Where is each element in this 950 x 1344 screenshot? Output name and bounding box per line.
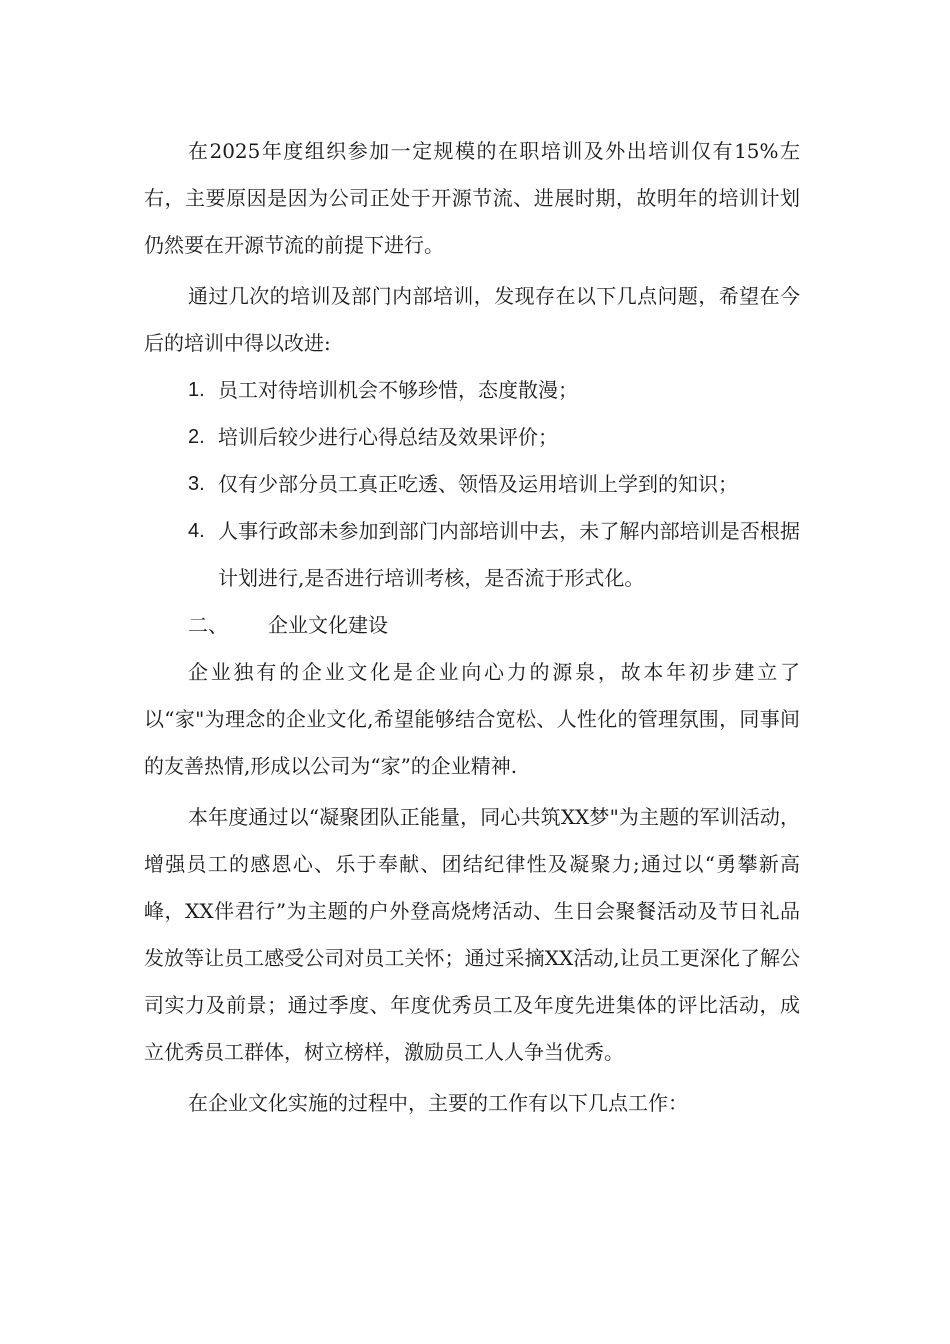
list-item-number: 2. <box>188 426 205 448</box>
list-item <box>144 367 800 414</box>
paragraph-culture-activities: 本年度通过以“凝聚团队正能量，同心共筑XX梦"为主题的军训活动，增强员工的感恩心、乐于奉献、团结纪律性及凝聚力;通过以“勇攀新高峰，XX伴君行”为主题的户外登高烧烤活动、生日会聚餐活动及节日礼品发放等让员工感受公司对员工关怀；通过采摘XX活动,让员工更深化了解公司实力及前景；通过季度、年度优秀员工及年度先进集体的评比活动，成立优秀员工群体，树立榜样，激励员工人人争当优秀。 <box>144 805 800 1064</box>
problem-list <box>144 367 800 602</box>
list-item <box>144 414 800 461</box>
section-number: 二、 <box>188 613 228 637</box>
list-item <box>144 461 800 508</box>
section-heading <box>144 602 800 649</box>
paragraph-training-summary: 在2025年度组织参加一定规模的在职培训及外出培训仅有15%左右，主要原因是因为公司正处于开源节流、进展时期，故明年的培训计划仍然要在开源节流的前提下进行。 <box>144 139 800 257</box>
list-item-text: 仅有少部分员工真正吃透、领悟及运用培训上学到的知识； <box>218 472 738 496</box>
list-item-text: 员工对待培训机会不够珍惜，态度散漫； <box>218 378 578 402</box>
list-item-text: 人事行政部未参加到部门内部培训中去，未了解内部培训是否根据计划进行,是否进行培训考核，是否流于形式化。 <box>218 519 800 590</box>
paragraph-culture-intro: 企业独有的企业文化是企业向心力的源泉，故本年初步建立了以“家"为理念的企业文化,希望能够结合宽松、人性化的管理氛围，同事间的友善热情,形成以公司为“家”的企业精神. <box>144 660 800 778</box>
list-item <box>144 508 800 602</box>
paragraph-culture-work: 在企业文化实施的过程中，主要的工作有以下几点工作： <box>188 1091 688 1115</box>
list-item-text: 培训后较少进行心得总结及效果评价； <box>218 425 558 449</box>
list-item-number: 1. <box>188 379 205 401</box>
list-item-number: 3. <box>188 473 205 495</box>
paragraph-training-problems-intro: 通过几次的培训及部门内部培训，发现存在以下几点问题，希望在今后的培训中得以改进: <box>144 284 800 355</box>
section-title: 企业文化建设 <box>268 613 388 637</box>
document-body <box>144 128 800 1127</box>
list-item-number: 4. <box>188 520 205 542</box>
